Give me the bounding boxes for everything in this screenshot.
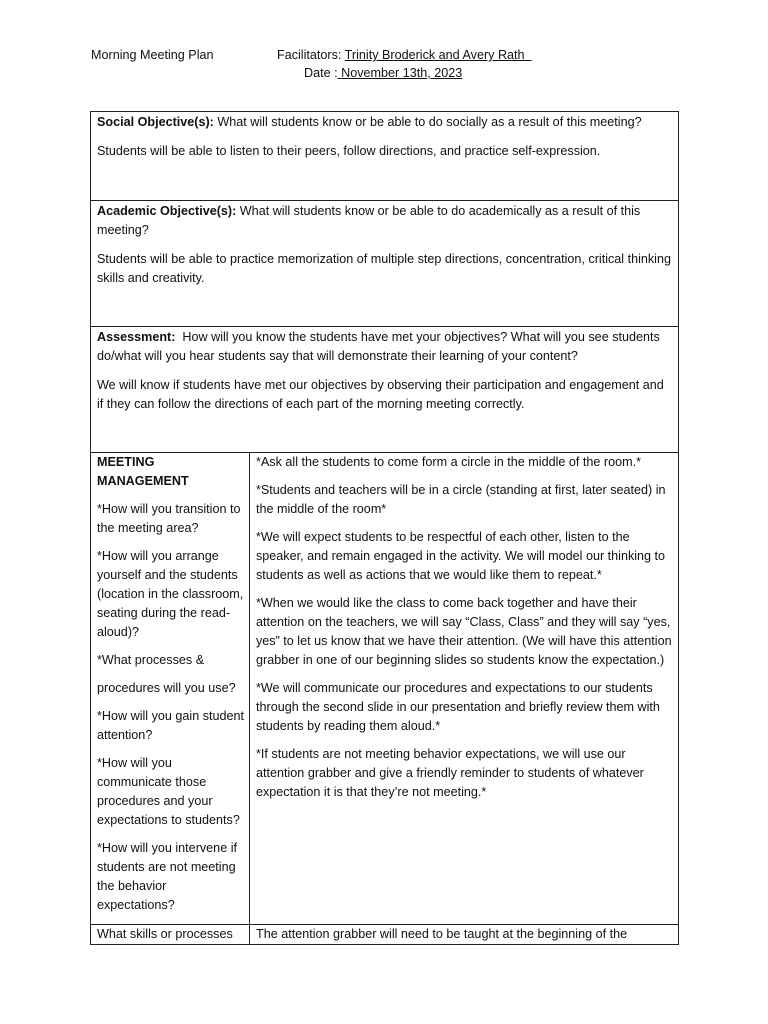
facilitators-line	[277, 46, 532, 65]
skills-row	[91, 925, 679, 945]
assessment-question: How will you know the students have met your objectives? What will you see students do/what will you hear students say that will demonstrate their learning of your content?	[97, 330, 660, 363]
management-prompt: *How will you gain student attention?	[97, 709, 245, 742]
management-prompt: *How will you communicate those procedures and your expectations to students?	[97, 756, 240, 827]
management-response: *We will expect students to be respectful of each other, listen to the speaker, and remain engaged in the activity. We will model our thinking to students as well as actions that we would like them to repeat.*	[256, 530, 666, 582]
date-line	[304, 64, 462, 83]
management-response: *We will communicate our procedures and expectations to our students through the second slide in our presentation and briefly review them with students by reading them aloud.*	[256, 681, 660, 733]
skills-response: The attention grabber will need to be taught at the beginning of the	[256, 927, 628, 941]
management-prompt: *How will you arrange yourself and the students (location in the classroom, seating during the read-aloud)?	[97, 549, 244, 639]
social-objective-question: What will students know or be able to do socially as a result of this meeting?	[217, 115, 642, 129]
management-response: *When we would like the class to come back together and have their attention on the teachers, we will say “Class, Class” and they will say “yes, yes” to let us know that we have their attention. (We will have this attention grabber in one of our beginning slides so students know the expectation.)	[256, 596, 672, 667]
academic-objective-question: What will students know or be able to do academically as a result of this meeting?	[97, 204, 641, 237]
meeting-management-row	[91, 453, 679, 925]
assessment-row	[91, 327, 679, 453]
facilitators-names: Trinity Broderick and Avery Rath	[344, 48, 525, 62]
date-value: November 13th, 2023	[341, 66, 463, 80]
meeting-plan-table	[90, 111, 679, 945]
management-prompt: *What processes &	[97, 653, 205, 667]
skills-prompt: What skills or processes	[97, 927, 233, 941]
management-response: *Students and teachers will be in a circle (standing at first, later seated) in the middle of the room*	[256, 483, 666, 516]
management-prompt: *How will you transition to the meeting area?	[97, 502, 241, 535]
meeting-management-heading: MEETING MANAGEMENT	[97, 455, 189, 488]
social-objective-row	[91, 112, 679, 201]
social-objective-answer: Students will be able to listen to their peers, follow directions, and practice self-expression.	[97, 144, 601, 158]
academic-objective-row	[91, 201, 679, 327]
assessment-answer: We will know if students have met our objectives by observing their participation and engagement and if they can follow the directions of each part of the morning meeting correctly.	[97, 378, 664, 411]
date-label: Date :	[304, 66, 338, 80]
management-response: *If students are not meeting behavior expectations, we will use our attention grabber and give a friendly reminder to students of whatever expectation it is that they’re not meeting.*	[256, 747, 644, 799]
management-prompt: *How will you intervene if students are not meeting the behavior expectations?	[97, 841, 237, 912]
academic-objective-label: Academic Objective(s):	[97, 204, 237, 218]
academic-objective-answer: Students will be able to practice memorization of multiple step directions, concentration, critical thinking skills and creativity.	[97, 252, 671, 285]
plan-title: Morning Meeting Plan	[91, 48, 214, 62]
assessment-label: Assessment:	[97, 330, 176, 344]
management-response: *Ask all the students to come form a circle in the middle of the room.*	[256, 455, 641, 469]
facilitators-label: Facilitators:	[277, 48, 342, 62]
social-objective-label: Social Objective(s):	[97, 115, 214, 129]
management-prompt: procedures will you use?	[97, 681, 236, 695]
